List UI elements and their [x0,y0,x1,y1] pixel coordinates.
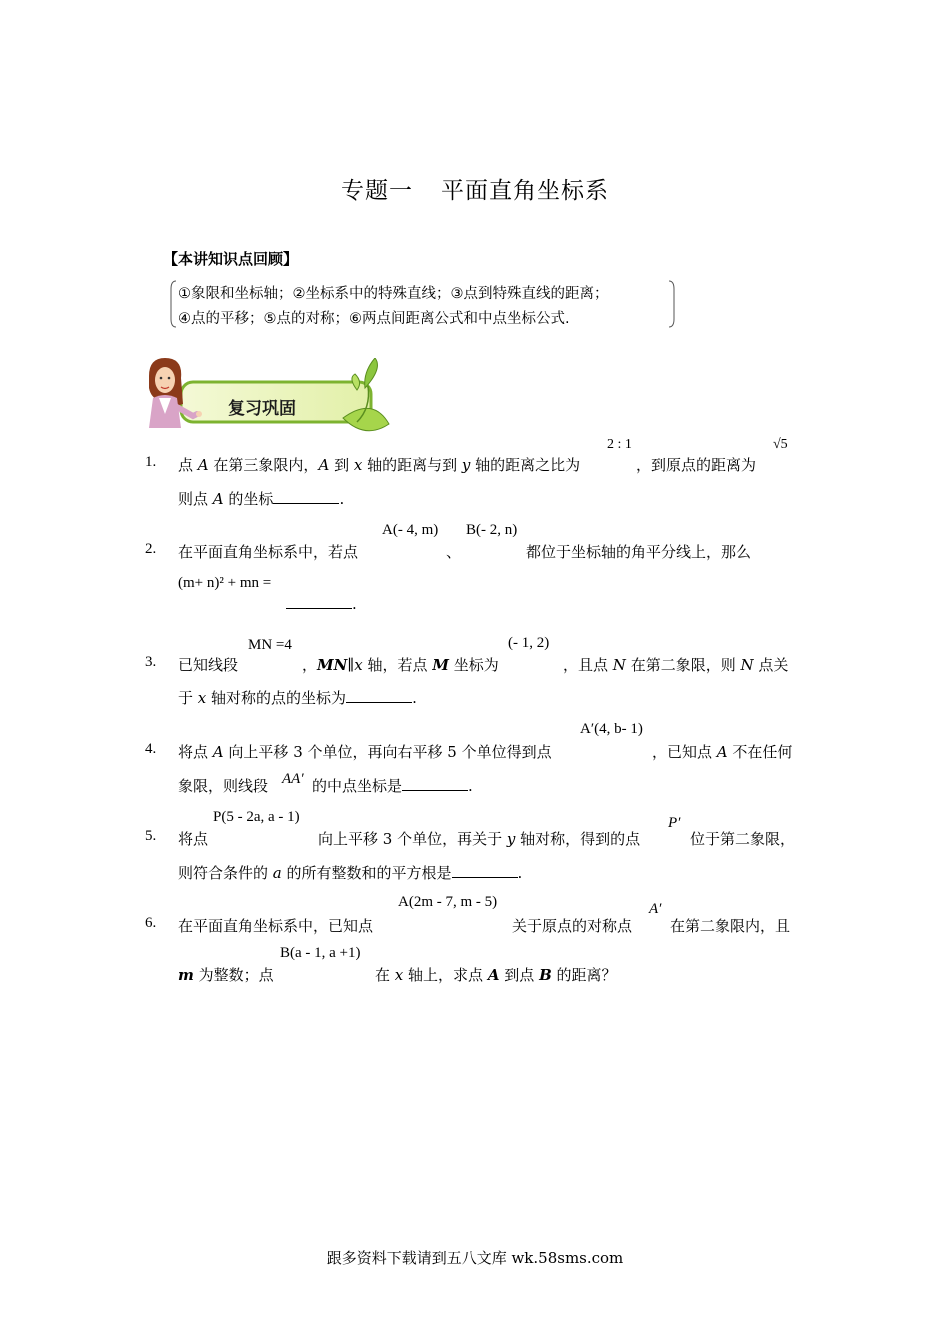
page-title [0,172,950,205]
question-2-point-b: B(- 2, n) [466,522,518,538]
question-4-line-1b: ，已知点 A 不在任何 [652,743,793,761]
question-2-line-3: . [286,594,357,613]
question-2-separator: 、 [446,543,462,561]
question-5-image-point: P′ [668,815,681,831]
question-2-point-a: A(- 4, m) [382,522,439,538]
question-4-line-1a: 将点 A 向上平移 3 个单位，再向右平移 5 个单位得到点 [178,743,552,761]
question-3-line-2: 于 x 轴对称的点的坐标为 . [178,689,417,707]
question-6-line-1a: 在平面直角坐标系中，已知点 [178,917,374,935]
question-3-segment: MN =4 [248,637,292,653]
question-4-segment: AA′ [282,771,304,787]
question-6-line-2a: m 为整数；点 [178,966,274,984]
question-2-expression: (m+ n)² + mn = [178,575,272,591]
answer-blank[interactable] [402,776,468,791]
question-6-line-2b: 在 x 轴上，求点 A 到点 B 的距离？ [375,966,617,984]
section-banner-text: 复习巩固 [228,399,296,419]
question-3-line-1c: ，且点 N 在第二象限，则 N 点关 [563,656,789,674]
question-4-line-2b: 的中点坐标是 . [312,777,473,795]
question-6-line-1b: 关于原点的对称点 [512,917,633,935]
answer-blank[interactable] [346,688,412,703]
question-3-point-m: (- 1, 2) [508,635,550,651]
question-5-line-1a: 将点 [178,830,209,848]
question-5-point: P(5 - 2a, a - 1) [213,809,300,825]
title-part-2: 平面直角坐标系 [441,178,609,204]
title-part-1: 专题一 [341,178,413,204]
question-2-line-1b: 都位于坐标轴的角平分线上，那么 [526,543,752,561]
question-1-line-1-end: ，到原点的距离为 [636,456,757,474]
section-banner [143,358,393,438]
question-1-line-2: 则点 A 的坐标 . [178,490,345,508]
question-3-number: 3. [145,654,157,670]
question-5-line-2: 则符合条件的 a 的所有整数和的平方根是 . [178,864,523,882]
question-5-line-1b: 向上平移 3 个单位，再关于 y 轴对称，得到的点 [318,830,641,848]
question-6-point-a: A(2m - 7, m - 5) [398,894,498,910]
review-label: 【本讲知识点回顾】 [163,250,299,268]
question-6-point-b: B(a - 1, a +1) [280,945,361,961]
question-4-point: A′(4, b- 1) [580,721,643,737]
question-1-ratio: 2 : 1 [607,437,632,452]
question-6-line-1c: 在第二象限内，且 [670,917,791,935]
question-1-number: 1. [145,454,157,470]
answer-blank[interactable] [452,863,518,878]
answer-blank[interactable] [286,594,352,609]
question-4-number: 4. [145,741,157,757]
knowledge-line-2: ④点的平移；⑤点的对称；⑥两点间距离公式和中点坐标公式. [178,311,570,327]
question-1-line-1: 点 A 在第三象限内，A 到 x 轴的距离与到 y 轴的距离之比为 [178,456,581,474]
question-3-line-1b: ，MN∥x 轴，若点 M 坐标为 [302,656,499,674]
knowledge-points-box [170,279,675,329]
question-2-number: 2. [145,541,157,557]
question-4-line-2a: 象限，则线段 [178,777,269,795]
footer: 跟多资料下载请到五八文库 wk.58sms.com [326,1249,624,1267]
question-3-line-1a: 已知线段 [178,656,239,674]
question-1-sqrt: √5 [773,437,788,452]
question-5-number: 5. [145,828,157,844]
answer-blank[interactable] [273,489,339,504]
question-2-line-1a: 在平面直角坐标系中，若点 [178,543,359,561]
knowledge-line-1: ①象限和坐标轴；②坐标系中的特殊直线；③点到特殊直线的距离； [178,286,609,302]
question-6-symmetric-point: A′ [649,901,662,917]
question-6-number: 6. [145,915,157,931]
question-5-line-1c: 位于第二象限， [690,830,796,848]
